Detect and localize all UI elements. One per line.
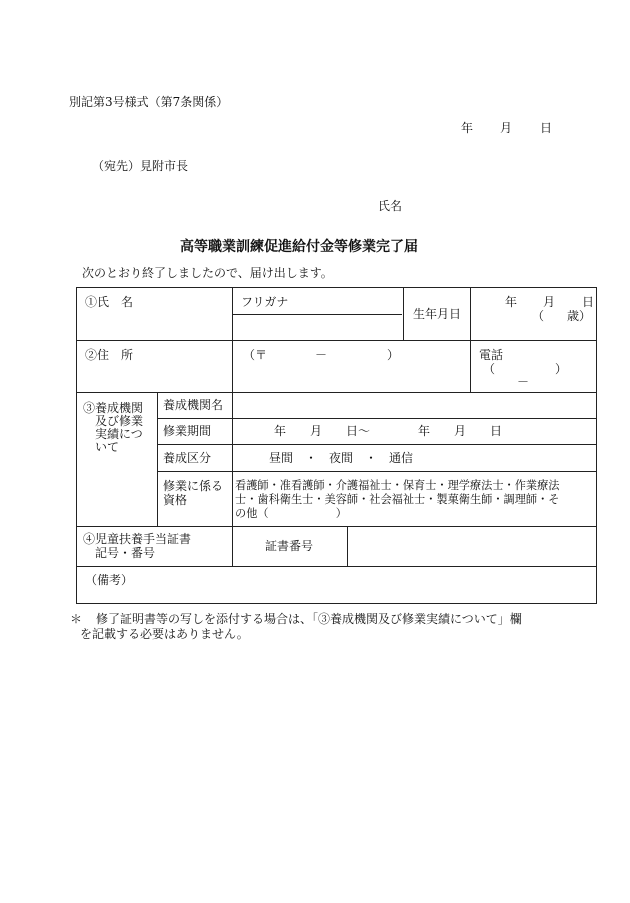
- col-divider: [232, 526, 233, 566]
- phone-field[interactable]: [473, 343, 593, 389]
- dob-year: 年: [505, 295, 518, 309]
- row-divider: [157, 471, 596, 472]
- phone-dash: －: [517, 375, 530, 389]
- col-divider: [403, 288, 404, 340]
- furigana-field[interactable]: [235, 290, 401, 312]
- intro-text: 次のとおり終了しましたので、届け出します。: [82, 266, 333, 280]
- applicant-name-label: 氏名: [378, 199, 403, 213]
- remarks-field[interactable]: [81, 570, 593, 600]
- class-label: 養成区分: [163, 451, 212, 465]
- name-label: ①氏 名: [85, 295, 134, 309]
- certificate-label-2: 記号・番号: [95, 546, 156, 560]
- training-label-4: いて: [95, 440, 120, 454]
- certificate-number-label: 証書番号: [265, 539, 314, 553]
- training-label-1: ③養成機関: [83, 401, 144, 415]
- row-divider: [77, 340, 596, 341]
- training-label-3: 実績につ: [95, 427, 143, 441]
- date-month: 月: [500, 121, 513, 135]
- postal-code: （〒 － ）: [243, 348, 400, 362]
- name-field[interactable]: [235, 316, 401, 338]
- class-options: 昼間 ・ 夜間 ・ 通信: [269, 451, 414, 465]
- period-field[interactable]: [235, 420, 593, 442]
- row-divider: [157, 444, 596, 445]
- row-divider: [157, 418, 596, 419]
- date-day: 日: [540, 121, 553, 135]
- address-label: ②住 所: [85, 348, 134, 362]
- date-year: 年: [461, 121, 474, 135]
- col-divider: [232, 288, 233, 392]
- col-divider: [157, 392, 158, 526]
- document-title: 高等職業訓練促進給付金等修業完了届: [180, 239, 418, 255]
- row-divider: [77, 392, 596, 393]
- phone-label: 電話: [479, 348, 504, 362]
- training-label-2: 及び修業: [95, 414, 144, 428]
- age-open: （: [532, 309, 545, 323]
- qualification-label-2: 資格: [163, 493, 188, 507]
- address-field[interactable]: [235, 343, 467, 389]
- phone-area: （ ）: [483, 362, 568, 376]
- period-label: 修業期間: [163, 424, 212, 438]
- remarks-label: （備考）: [85, 573, 134, 587]
- certificate-label-1: ④児童扶養手当証書: [83, 532, 192, 546]
- furigana-label: フリガナ: [241, 295, 289, 309]
- footnote-line-2: を記載する必要はありません。: [80, 627, 249, 641]
- addressee: （宛先）見附市長: [92, 159, 189, 173]
- footnote-mark: ＊: [70, 612, 83, 626]
- col-divider: [347, 526, 348, 566]
- row-divider: [77, 566, 596, 567]
- col-divider: [232, 392, 233, 526]
- dob-label: 生年月日: [413, 307, 462, 321]
- form-table: [76, 287, 597, 604]
- certificate-number-field[interactable]: [351, 530, 593, 563]
- qualification-options-2: 士・歯科衛生士・美容師・社会福祉士・製菓衛生師・調理師・そ: [235, 493, 560, 506]
- institution-field[interactable]: [235, 394, 593, 416]
- age-close: 歳）: [567, 309, 592, 323]
- qualification-label-1: 修業に係る: [163, 479, 224, 493]
- row-divider: [77, 526, 596, 527]
- institution-label: 養成機関名: [163, 398, 224, 412]
- dob-field[interactable]: [473, 290, 593, 338]
- class-field[interactable]: [235, 446, 593, 469]
- qualification-options-1: 看護師・准看護師・介護福祉士・保育士・理学療法士・作業療法: [235, 479, 560, 492]
- col-divider: [470, 288, 471, 392]
- form-number: 別記第3号様式（第7条関係）: [69, 95, 229, 109]
- dob-day: 日: [582, 295, 595, 309]
- dob-month: 月: [543, 295, 556, 309]
- furigana-divider: [233, 314, 402, 315]
- period-value: 年 月 日～ 年 月 日: [274, 424, 503, 438]
- qualification-options-3: の他（ ）: [235, 507, 347, 520]
- footnote-line-1: 修了証明書等の写しを添付する場合は、「③養成機関及び修業実績について」欄: [96, 612, 522, 626]
